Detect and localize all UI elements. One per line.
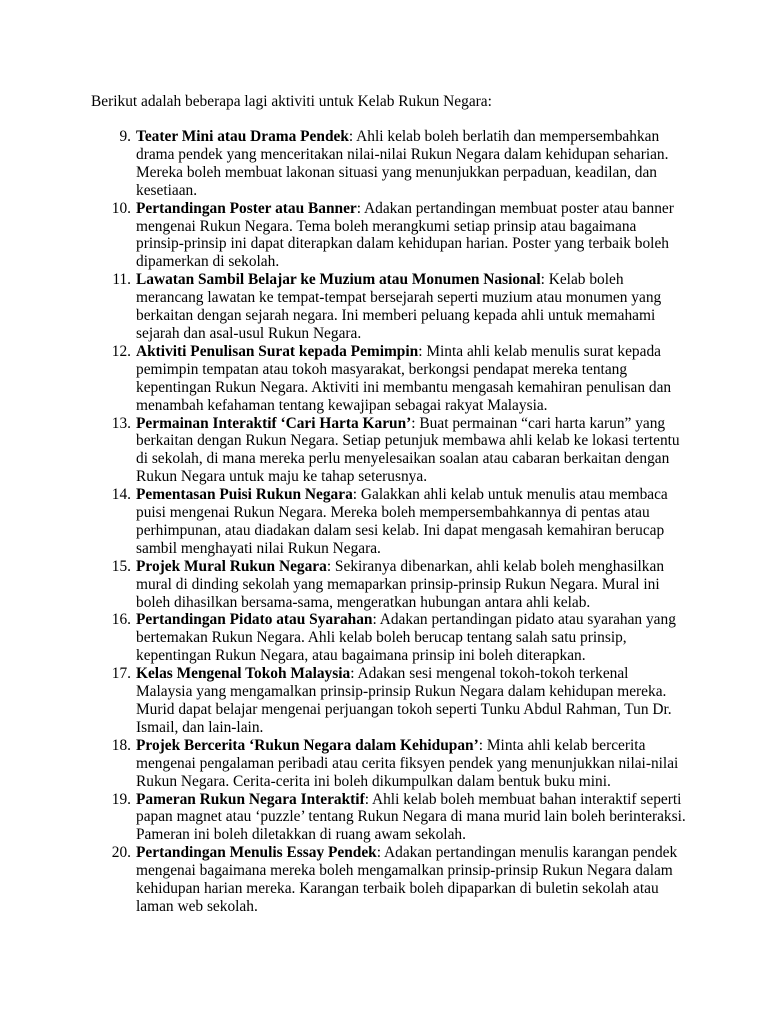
activity-list bbox=[91, 128, 688, 916]
item-title: Aktiviti Penulisan Surat kepada Pemimpin bbox=[136, 342, 419, 360]
item-text: : Galakkan ahli kelab untuk menulis atau membaca puisi mengenai Rukun Negara. Mereka boleh mempersembahkannya di pentas atau perhimpunan, atau diadakan dalam sesi kelab. Ini dapat mengasah kemahiran berucap sambil menghayati nilai Rukun Negara. bbox=[136, 486, 668, 557]
item-number: 11. bbox=[112, 271, 131, 289]
item-text: : Sekiranya dibenarkan, ahli kelab boleh menghasilkan mural di dinding sekolah yang memaparkan prinsip-prinsip Rukun Negara. Mural ini boleh dihasilkan bersama-sama, mengeratkan hubungan antara ahli kelab. bbox=[136, 557, 665, 611]
list-item bbox=[91, 200, 688, 272]
item-text: : Adakan pertandingan menulis karangan pendek mengenai bagaimana mereka boleh mengamalkan prinsip-prinsip Rukun Negara dalam kehidupan harian mereka. Karangan terbaik boleh dipaparkan di buletin sekolah atau laman web sekolah. bbox=[136, 844, 678, 915]
item-title: Lawatan Sambil Belajar ke Muzium atau Monumen Nasional bbox=[136, 271, 541, 289]
list-item bbox=[91, 486, 688, 558]
item-title: Pertandingan Menulis Essay Pendek bbox=[136, 844, 377, 862]
item-title: Pertandingan Poster atau Banner bbox=[136, 199, 357, 217]
item-title: Pementasan Puisi Rukun Negara bbox=[136, 486, 353, 504]
item-text: : Minta ahli kelab bercerita mengenai pengalaman peribadi atau cerita fiksyen pendek yang menunjukkan nilai-nilai Rukun Negara. Cerita-cerita ini boleh dikumpulkan dalam bentuk buku mini. bbox=[136, 736, 679, 790]
item-text: : Kelab boleh merancang lawatan ke tempat-tempat bersejarah seperti muzium atau monumen yang berkaitan dengan sejarah negara. Ini memberi peluang kepada ahli untuk memahami sejarah dan asal-usul Rukun Negara. bbox=[136, 271, 662, 342]
item-number: 17. bbox=[111, 665, 131, 683]
item-text: : Buat permainan “cari harta karun” yang berkaitan dengan Rukun Negara. Setiap petunjuk membawa ahli kelab ke lokasi tertentu di sekolah, di mana mereka perlu menyelesaikan soalan atau cabaran berkaitan dengan Rukun Negara untuk maju ke tahap seterusnya. bbox=[136, 414, 680, 486]
item-number: 9. bbox=[119, 128, 131, 145]
item-number: 19. bbox=[111, 790, 131, 808]
item-title: Kelas Mengenal Tokoh Malaysia bbox=[136, 665, 351, 683]
item-text: : Adakan pertandingan pidato atau syarahan yang bertemakan Rukun Negara. Ahli kelab boleh berucap tentang salah satu prinsip, kepentingan Rukun Negara, atau bagaimana prinsip ini boleh diterapkan. bbox=[136, 611, 676, 665]
item-text: : Minta ahli kelab menulis surat kepada pemimpin tempatan atau tokoh masyarakat, berkongsi pendapat mereka tentang kepentingan Rukun Negara. Aktiviti ini membantu mengasah kemahiran penulisan dan menambah kefahaman tentang kewajipan sebagai rakyat Malaysia. bbox=[136, 342, 672, 414]
list-item bbox=[91, 844, 688, 916]
list-item bbox=[91, 558, 688, 612]
item-title: Teater Mini atau Drama Pendek bbox=[136, 128, 349, 145]
item-number: 15. bbox=[111, 557, 131, 575]
item-number: 18. bbox=[111, 736, 131, 754]
item-number: 14. bbox=[111, 486, 131, 504]
item-text: : Ahli kelab boleh berlatih dan mempersembahkan drama pendek yang menceritakan nilai-nilai Rukun Negara dalam kehidupan seharian. Mereka boleh membuat lakonan situasi yang menunjukkan perpaduan, keadilan, dan kesetiaan. bbox=[136, 128, 669, 199]
list-item bbox=[91, 415, 688, 487]
item-title: Permainan Interaktif ‘Cari Harta Karun’ bbox=[136, 414, 412, 432]
intro-paragraph: Berikut adalah beberapa lagi aktiviti untuk Kelab Rukun Negara: bbox=[91, 93, 492, 110]
item-number: 13. bbox=[111, 414, 131, 432]
item-title: Pameran Rukun Negara Interaktif bbox=[136, 790, 365, 808]
item-title: Projek Mural Rukun Negara bbox=[136, 557, 327, 575]
item-title: Pertandingan Pidato atau Syarahan bbox=[136, 611, 373, 629]
list-item bbox=[91, 128, 688, 200]
item-text: : Adakan sesi mengenal tokoh-tokoh terkenal Malaysia yang mengamalkan prinsip-prinsip Rukun Negara dalam kehidupan mereka. Murid dapat belajar mengenai perjuangan tokoh seperti Tunku Abdul Rahman, Tun Dr. Ismail, dan lain-lain. bbox=[136, 665, 672, 736]
list-item bbox=[91, 343, 688, 415]
list-item bbox=[91, 791, 688, 845]
item-title: Projek Bercerita ‘Rukun Negara dalam Kehidupan’ bbox=[136, 736, 479, 754]
item-text: : Adakan pertandingan membuat poster atau banner mengenai Rukun Negara. Tema boleh merangkumi setiap prinsip atau bagaimana prinsip-prinsip ini dapat diterapkan dalam kehidupan harian. Poster yang terbaik boleh dipamerkan di sekolah. bbox=[136, 199, 674, 271]
list-item bbox=[91, 271, 688, 343]
item-number: 20. bbox=[111, 844, 131, 862]
list-item bbox=[91, 737, 688, 791]
list-item bbox=[91, 665, 688, 737]
item-number: 12. bbox=[111, 342, 131, 360]
item-number: 10. bbox=[111, 199, 131, 217]
list-item bbox=[91, 611, 688, 665]
item-text: : Ahli kelab boleh membuat bahan interaktif seperti papan magnet atau ‘puzzle’ tentang Rukun Negara di mana murid lain boleh berinteraksi. Pameran ini boleh diletakkan di ruang awam sekolah. bbox=[136, 790, 686, 844]
item-number: 16. bbox=[111, 611, 131, 629]
